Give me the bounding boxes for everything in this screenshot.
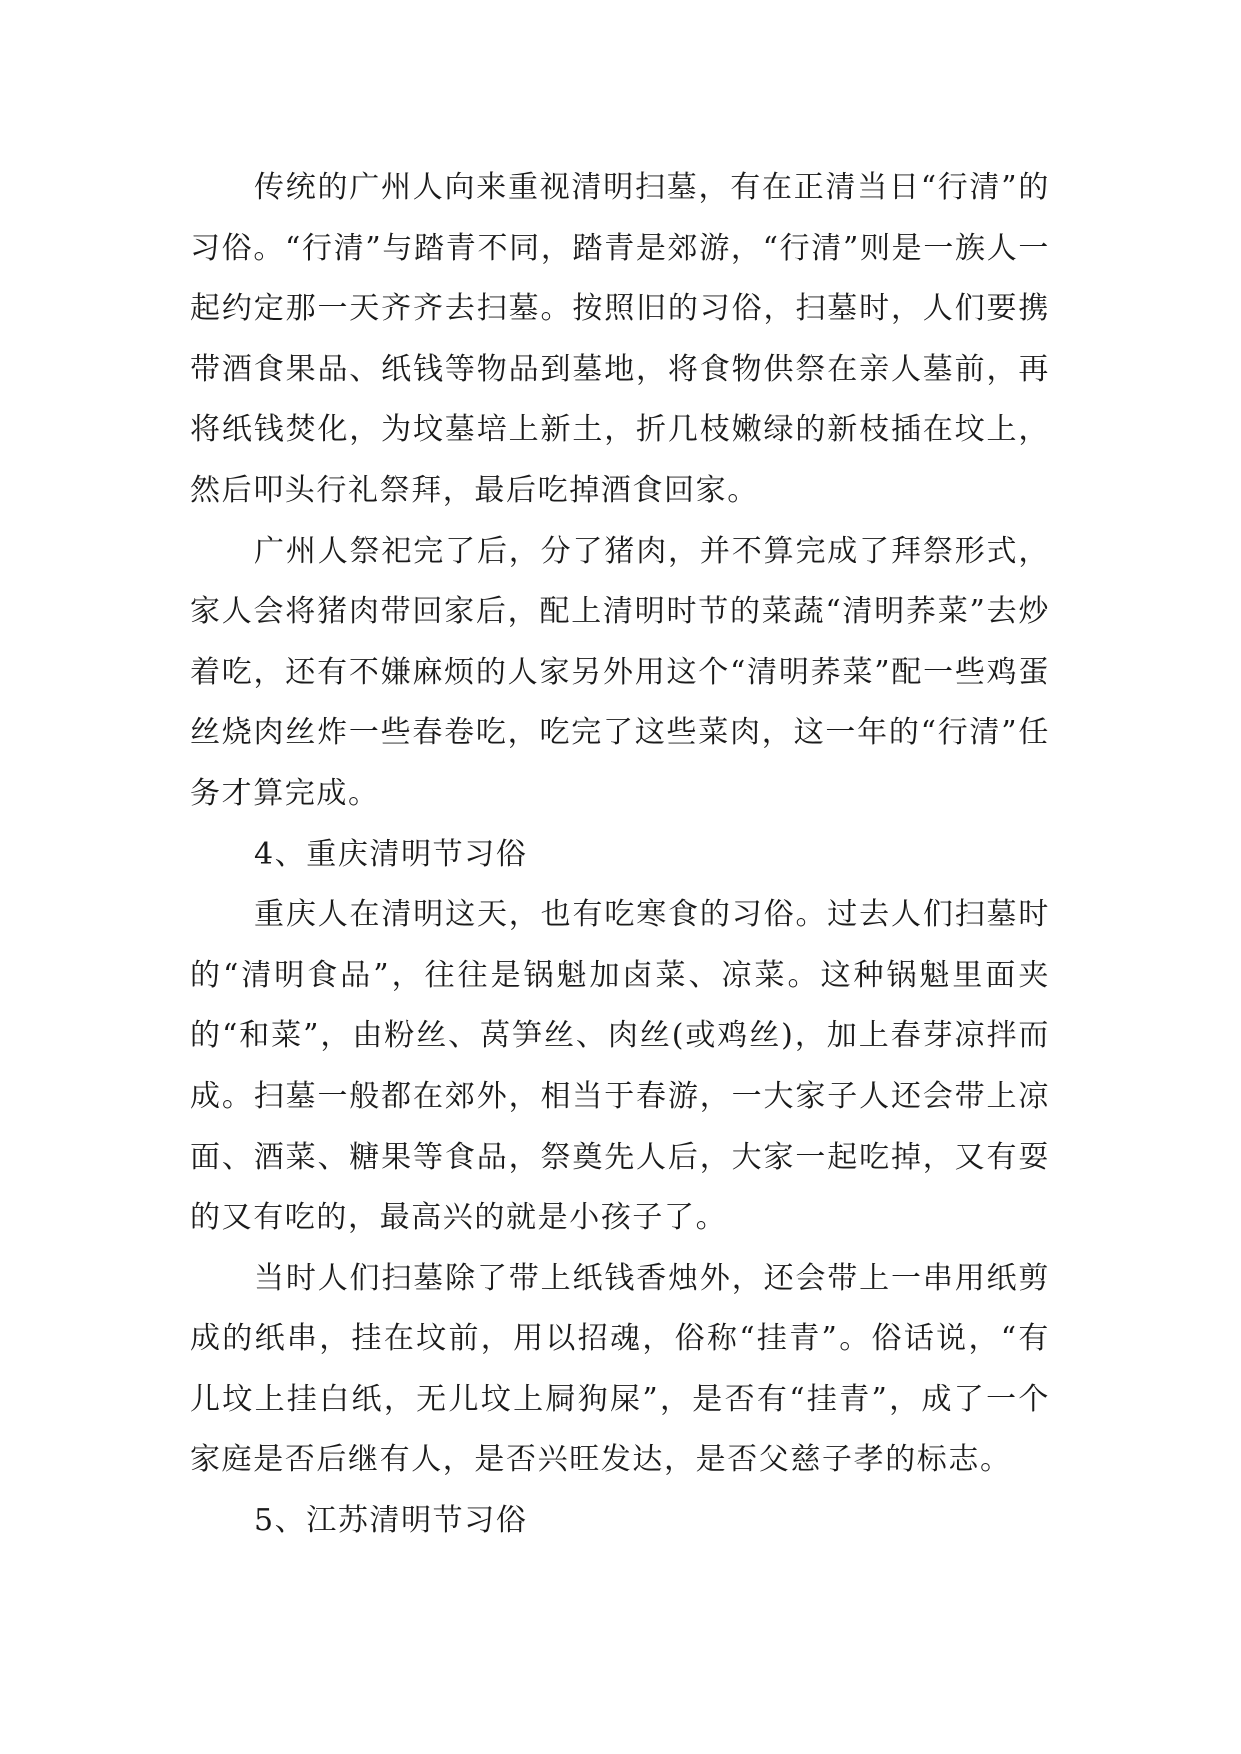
section-heading-chongqing: 4、重庆清明节习俗 bbox=[254, 836, 528, 872]
paragraph-guangzhou-xingqing: 传统的广州人向来重视清明扫墓，有在正清当日“行清”的习俗。“行清”与踏青不同，踏青是郊游，“行清”则是一族人一起约定那一天齐齐去扫墓。按照旧的习俗，扫墓时，人们要携带酒食果品、纸钱等物品到墓地，将食物供祭在亲人墓前，再将纸钱焚化，为坟墓培上新土，折几枝嫩绿的新枝插在坟上，然后叩头行礼祭拜，最后吃掉酒食回家。 bbox=[190, 170, 1050, 508]
paragraph-chongqing-food: 重庆人在清明这天，也有吃寒食的习俗。过去人们扫墓时的“清明食品”，往往是锅魁加卤菜、凉菜。这种锅魁里面夹的“和菜”，由粉丝、莴笋丝、肉丝(或鸡丝)，加上春芽凉拌而成。扫墓一般都在郊外，相当于春游，一大家子人还会带上凉面、酒菜、糖果等食品，祭奠先人后，大家一起吃掉，又有耍的又有吃的，最高兴的就是小孩子了。 bbox=[190, 897, 1050, 1236]
paragraph-guangzhou-pork: 广州人祭祀完了后，分了猪肉，并不算完成了拜祭形式，家人会将猪肉带回家后，配上清明时节的菜蔬“清明荞菜”去炒着吃，还有不嫌麻烦的人家另外用这个“清明荞菜”配一些鸡蛋丝烧肉丝炸一些春卷吃，吃完了这些菜肉，这一年的“行清”任务才算完成。 bbox=[190, 533, 1050, 811]
document-body bbox=[190, 158, 1050, 1552]
section-heading-jiangsu: 5、江苏清明节习俗 bbox=[254, 1503, 528, 1539]
paragraph-chongqing-guaqing: 当时人们扫墓除了带上纸钱香烛外，还会带上一串用纸剪成的纸串，挂在坟前，用以招魂，俗称“挂青”。俗话说，“有儿坟上挂白纸，无儿坟上屙狗屎”，是否有“挂青”，成了一个家庭是否后继有人，是否兴旺发达，是否父慈子孝的标志。 bbox=[190, 1260, 1050, 1478]
